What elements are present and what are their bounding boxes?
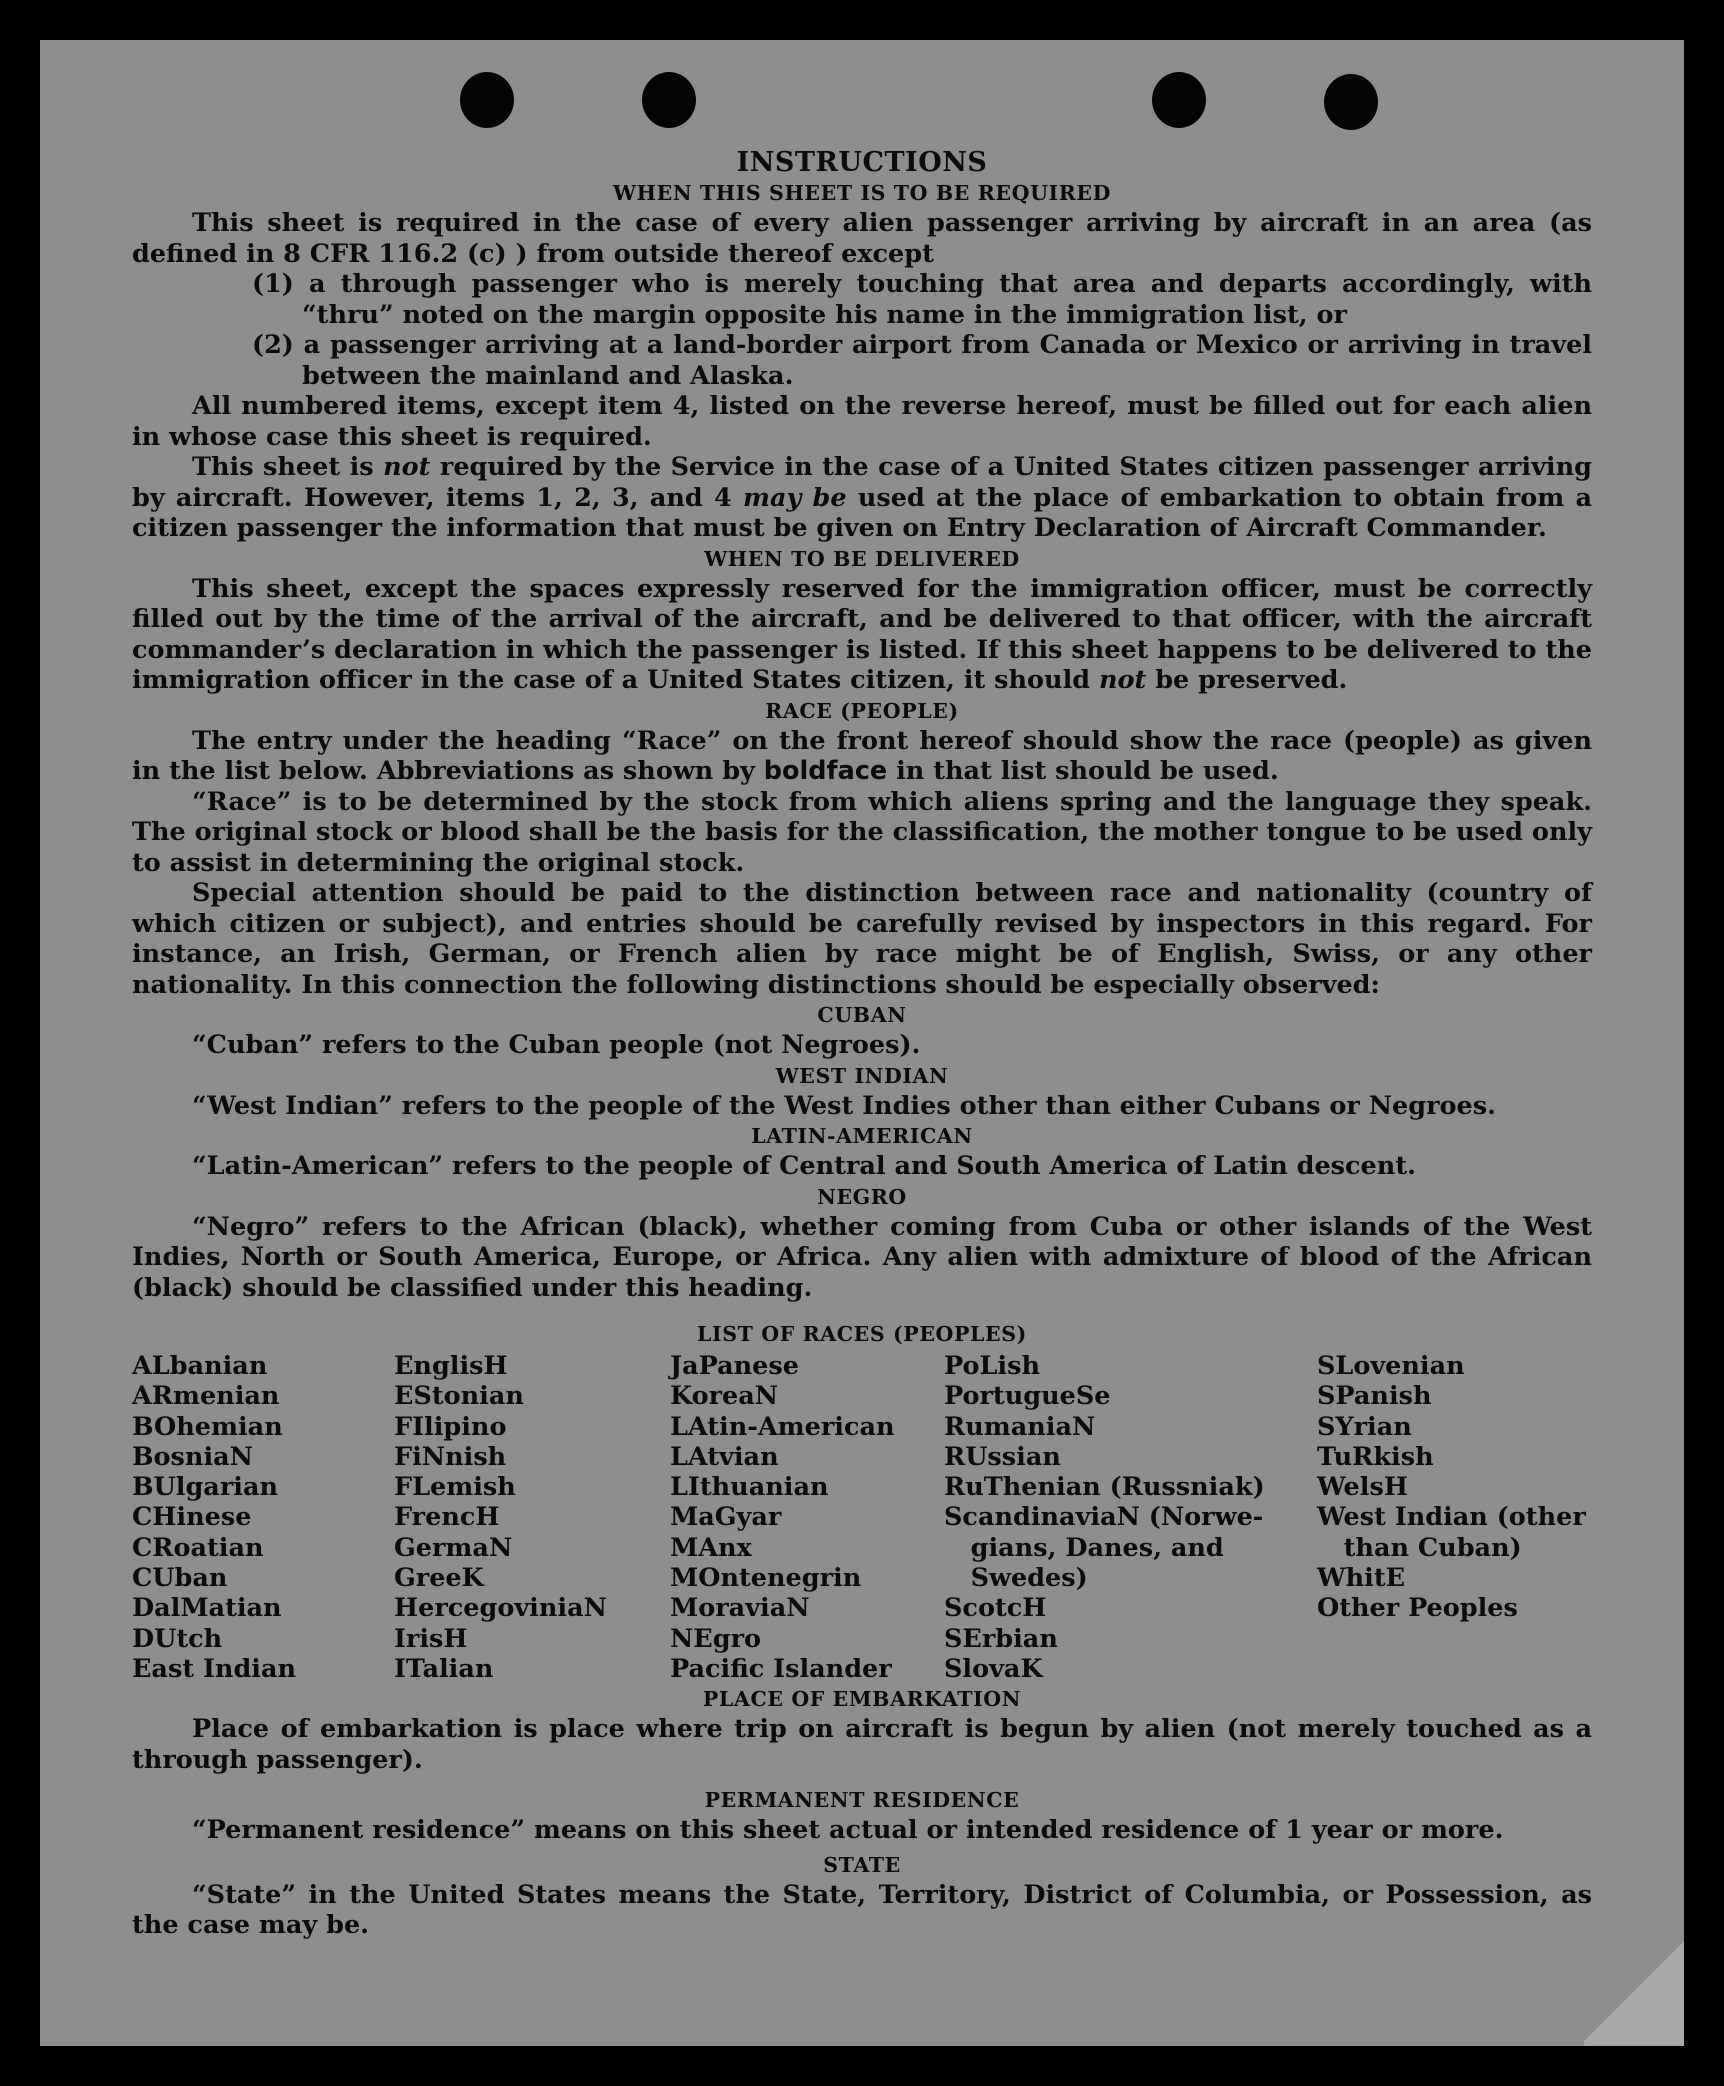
race-entry: FLemish — [394, 1472, 516, 1503]
race-entry: NEgro — [670, 1623, 762, 1654]
required-item-1: (1) a through passenger who is merely touching that area and departs accordingly, with “thru” noted on the margin opposite his name in the immigration list, or — [252, 269, 1592, 330]
race-entry: FiNnish — [394, 1441, 507, 1472]
races-column-3 — [670, 1351, 944, 1684]
section-heading-state: STATE — [823, 1852, 901, 1877]
race-entry: SPanish — [1317, 1381, 1432, 1412]
text-run: be preserved. — [1146, 665, 1348, 695]
race-entry: Swedes) — [944, 1563, 1088, 1594]
text-run: The entry under the heading “Race” on the front hereof should show the race (people) as given in the list below. Abbreviations as shown by — [132, 725, 1592, 786]
text-run: required by the Service in the case of a United States citizen passenger arriving by aircraft. However, items 1, 2, 3, and 4 — [132, 452, 1592, 513]
race-entry: than Cuban) — [1317, 1532, 1522, 1563]
race-entry: ARmenian — [132, 1381, 280, 1412]
race-entry: JaPanese — [670, 1351, 799, 1381]
section-heading-embarkation: PLACE OF EMBARKATION — [702, 1687, 1022, 1712]
cuban-text: “Cuban” refers to the Cuban people (not Negroes). — [192, 1030, 921, 1060]
required-para-2: All numbered items, except item 4, listed on the reverse hereof, must be filled out for each alien in whose case this sheet is required. — [132, 391, 1592, 452]
race-entry: WhitE — [1317, 1563, 1406, 1594]
race-para-3: Special attention should be paid to the distinction between race and nationality (country of which citizen or subject), and entries should be carefully revised by inspectors in this regard. For instance, an Irish, German, or French alien by race might be of English, Swiss, or any other nationality. In this connection the following distinctions should be especially observed: — [132, 878, 1592, 1000]
required-item-2: (2) a passenger arriving at a land-border airport from Canada or Mexico or arriving in travel between the mainland and Alaska. — [252, 330, 1592, 391]
delivered-text — [132, 574, 1592, 696]
race-entry: LIthuanian — [670, 1472, 829, 1503]
section-heading-required: WHEN THIS SHEET IS TO BE REQUIRED — [613, 181, 1111, 205]
subheading-cuban: CUBAN — [817, 1003, 907, 1027]
race-entry: West Indian (other — [1317, 1502, 1586, 1533]
race-entry: ScandinaviaN (Norwe- — [944, 1502, 1264, 1533]
text-run: in that list should be used. — [887, 756, 1279, 786]
italic-text: not — [383, 452, 431, 482]
race-entry: RuThenian (Russniak) — [944, 1472, 1265, 1503]
race-entry: WelsH — [1317, 1472, 1408, 1503]
race-entry: LAtin-American — [670, 1411, 895, 1442]
race-entry: East Indian — [132, 1653, 297, 1684]
negro-text: “Negro” refers to the African (black), whether coming from Cuba or other islands of the West Indies, North or South America, Europe, or Africa. Any alien with admixture of blood of the African (black) should be classified under this heading. — [132, 1211, 1592, 1303]
race-entry: IrisH — [394, 1623, 468, 1654]
races-column-1 — [132, 1351, 394, 1684]
race-entry: BosniaN — [132, 1441, 253, 1472]
race-entry: ScotcH — [944, 1593, 1047, 1624]
text-run: This sheet, except the spaces expressly reserved for the immigration officer, must be correctly filled out by the time of the arrival of the aircraft, and be delivered to that officer, with the aircraft commander’s declaration in which the passenger is listed. If this sheet happens to be delivered to the immigration officer in the case of a United States citizen, it should — [132, 573, 1592, 695]
race-entry: MoraviaN — [670, 1593, 810, 1624]
italic-text: may be — [742, 482, 847, 513]
page-corner-curl — [1584, 1936, 1684, 2046]
race-entry: Other Peoples — [1317, 1593, 1518, 1624]
race-entry: RumaniaN — [944, 1411, 1096, 1442]
residence-text: “Permanent residence” means on this sheet actual or intended residence of 1 year or more. — [192, 1815, 1504, 1846]
italic-text: not — [1098, 665, 1147, 695]
race-entry: FrencH — [394, 1502, 500, 1533]
document-page — [40, 40, 1684, 2046]
race-entry: SLovenian — [1317, 1351, 1465, 1381]
race-entry: MAnx — [670, 1532, 752, 1563]
race-entry: BUlgarian — [132, 1472, 279, 1503]
race-entry: PoLish — [944, 1351, 1041, 1381]
subheading-negro: NEGRO — [817, 1184, 907, 1209]
race-entry: BOhemian — [132, 1411, 283, 1442]
boldface-sample: boldface — [763, 756, 888, 786]
race-entry: CUban — [132, 1563, 228, 1594]
required-intro: This sheet is required in the case of every alien passenger arriving by aircraft in an area (as defined in 8 CFR 116.2 (c) ) from outside thereof except — [132, 208, 1592, 269]
race-entry: GermaN — [394, 1532, 513, 1563]
race-entry: CRoatian — [132, 1532, 264, 1563]
race-entry: KoreaN — [670, 1381, 779, 1412]
race-para-1 — [132, 726, 1592, 787]
latin-american-text: “Latin-American” refers to the people of Central and South America of Latin descent. — [192, 1151, 1416, 1181]
subheading-west-indian: WEST INDIAN — [775, 1063, 949, 1088]
races-list — [132, 1351, 1592, 1684]
race-entry: SYrian — [1317, 1411, 1412, 1442]
subheading-latin-american: LATIN-AMERICAN — [751, 1124, 973, 1148]
race-entry: EStonian — [394, 1381, 524, 1412]
race-entry: CHinese — [132, 1502, 252, 1533]
race-entry: SlovaK — [944, 1653, 1043, 1684]
state-text: “State” in the United States means the State, Territory, District of Columbia, or Possession, as the case may be. — [132, 1879, 1592, 1941]
section-heading-delivered: WHEN TO BE DELIVERED — [704, 546, 1020, 571]
race-entry: SErbian — [944, 1623, 1058, 1654]
race-entry: Pacific Islander — [670, 1653, 892, 1684]
race-entry: ALbanian — [132, 1351, 268, 1381]
embarkation-text: Place of embarkation is place where trip on aircraft is begun by alien (not merely touched as a through passenger). — [132, 1714, 1592, 1775]
race-entry: MaGyar — [670, 1502, 782, 1533]
race-entry: FIlipino — [394, 1411, 507, 1442]
text-run: used at the place of embarkation to obtain from a citizen passenger the information that must be given on Entry Declaration of Aircraft Commander. — [132, 482, 1592, 543]
race-entry: GreeK — [394, 1563, 484, 1594]
race-entry: EnglisH — [394, 1351, 508, 1381]
text-run: This sheet is — [192, 452, 384, 482]
race-entry: TuRkish — [1317, 1441, 1434, 1472]
race-entry: DalMatian — [132, 1593, 282, 1624]
race-entry: MOntenegrin — [670, 1563, 862, 1594]
list-of-races-heading: LIST OF RACES (PEOPLES) — [697, 1322, 1027, 1346]
section-heading-race: RACE (PEOPLE) — [765, 698, 959, 723]
race-entry: DUtch — [132, 1623, 223, 1654]
race-para-2: “Race” is to be determined by the stock from which aliens spring and the language they speak. The original stock or blood shall be the basis for the classification, the mother tongue to be used only to assist in determining the original stock. — [132, 786, 1592, 878]
instructions-content — [132, 108, 1592, 1941]
race-entry: gians, Danes, and — [944, 1532, 1224, 1563]
west-indian-text: “West Indian” refers to the people of the West Indies other than either Cubans or Negroes. — [192, 1090, 1496, 1121]
race-entry: HercegoviniaN — [394, 1593, 607, 1624]
races-column-5 — [1317, 1351, 1592, 1684]
required-para-3 — [132, 452, 1592, 544]
section-heading-residence: PERMANENT RESIDENCE — [704, 1788, 1020, 1813]
race-entry: ITalian — [394, 1653, 494, 1684]
race-entry: RUssian — [944, 1441, 1061, 1472]
race-entry: LAtvian — [670, 1441, 779, 1472]
races-column-4 — [944, 1351, 1317, 1684]
race-entry: PortugueSe — [944, 1381, 1111, 1412]
races-column-2 — [394, 1351, 670, 1684]
instructions-title: INSTRUCTIONS — [736, 147, 988, 178]
